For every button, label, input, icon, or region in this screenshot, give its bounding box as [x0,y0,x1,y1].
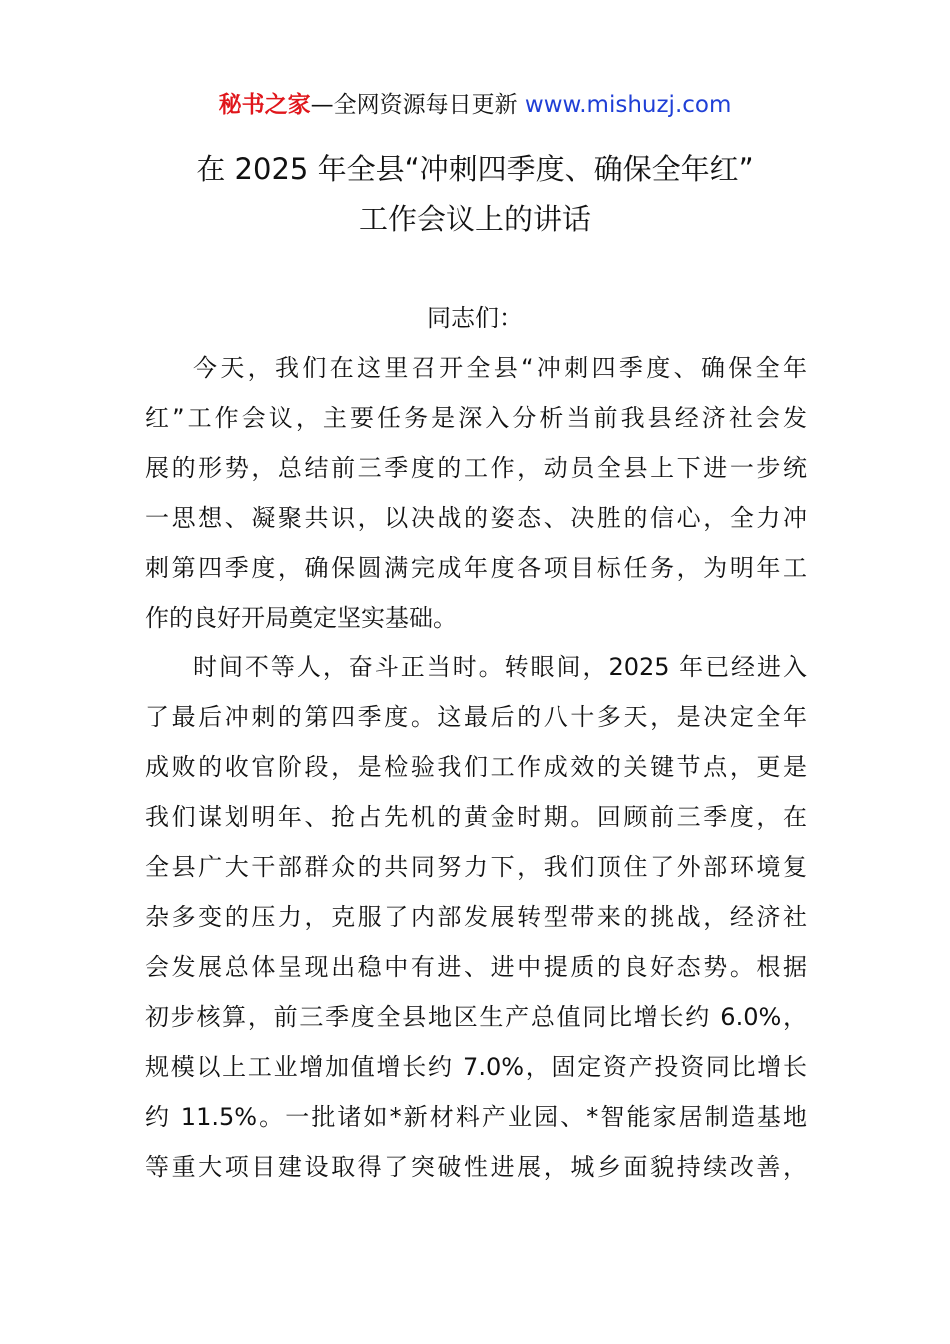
title-line-2: 工作会议上的讲话 [358,202,591,236]
site-tagline: —全网资源每日更新 [310,92,525,118]
site-url-link[interactable]: www.mishuzj.com [524,92,732,118]
paragraph-line: 规模以上工业增加值增长约 7.0%，固定资产投资同比增长 [145,1052,807,1081]
site-header [0,88,950,122]
salutation: 同志们： [427,304,523,332]
document-body [145,344,807,1192]
paragraph-line: 约 11.5%。一批诸如*新材料产业园、*智能家居制造基地 [145,1102,807,1131]
paragraph-1 [145,344,807,643]
paragraph-line: 作的良好开局奠定坚实基础。 [145,603,457,632]
title-line-1: 在 2025 年全县“冲刺四季度、确保全年红” [196,152,754,186]
brand-name: 秘书之家 [218,92,311,118]
paragraph-line: 时间不等人，奋斗正当时。转眼间，2025 年已经进入 [193,653,807,682]
paragraph-2 [145,643,807,1192]
paragraph-line: 红”工作会议，主要任务是深入分析当前我县经济社会发 [145,403,807,432]
paragraph-line: 全县广大干部群众的共同努力下，我们顶住了外部环境复 [145,853,807,882]
paragraph-line: 刺第四季度，确保圆满完成年度各项目标任务，为明年工 [145,553,807,582]
paragraph-line: 今天，我们在这里召开全县“冲刺四季度、确保全年 [193,354,807,382]
paragraph-line: 成败的收官阶段，是检验我们工作成效的关键节点，更是 [145,753,807,782]
paragraph-line: 会发展总体呈现出稳中有进、进中提质的良好态势。根据 [145,952,807,981]
paragraph-line: 了最后冲刺的第四季度。这最后的八十多天，是决定全年 [145,703,807,732]
paragraph-line: 初步核算，前三季度全县地区生产总值同比增长约 6.0%， [145,1002,807,1031]
paragraph-line: 一思想、凝聚共识，以决战的姿态、决胜的信心，全力冲 [145,503,807,532]
paragraph-line: 展的形势，总结前三季度的工作，动员全县上下进一步统 [145,453,807,482]
document-title [0,144,950,244]
paragraph-line: 我们谋划明年、抢占先机的黄金时期。回顾前三季度，在 [145,803,807,832]
paragraph-line: 杂多变的压力，克服了内部发展转型带来的挑战，经济社 [145,902,807,931]
paragraph-line: 等重大项目建设取得了突破性进展，城乡面貌持续改善， [145,1152,807,1181]
